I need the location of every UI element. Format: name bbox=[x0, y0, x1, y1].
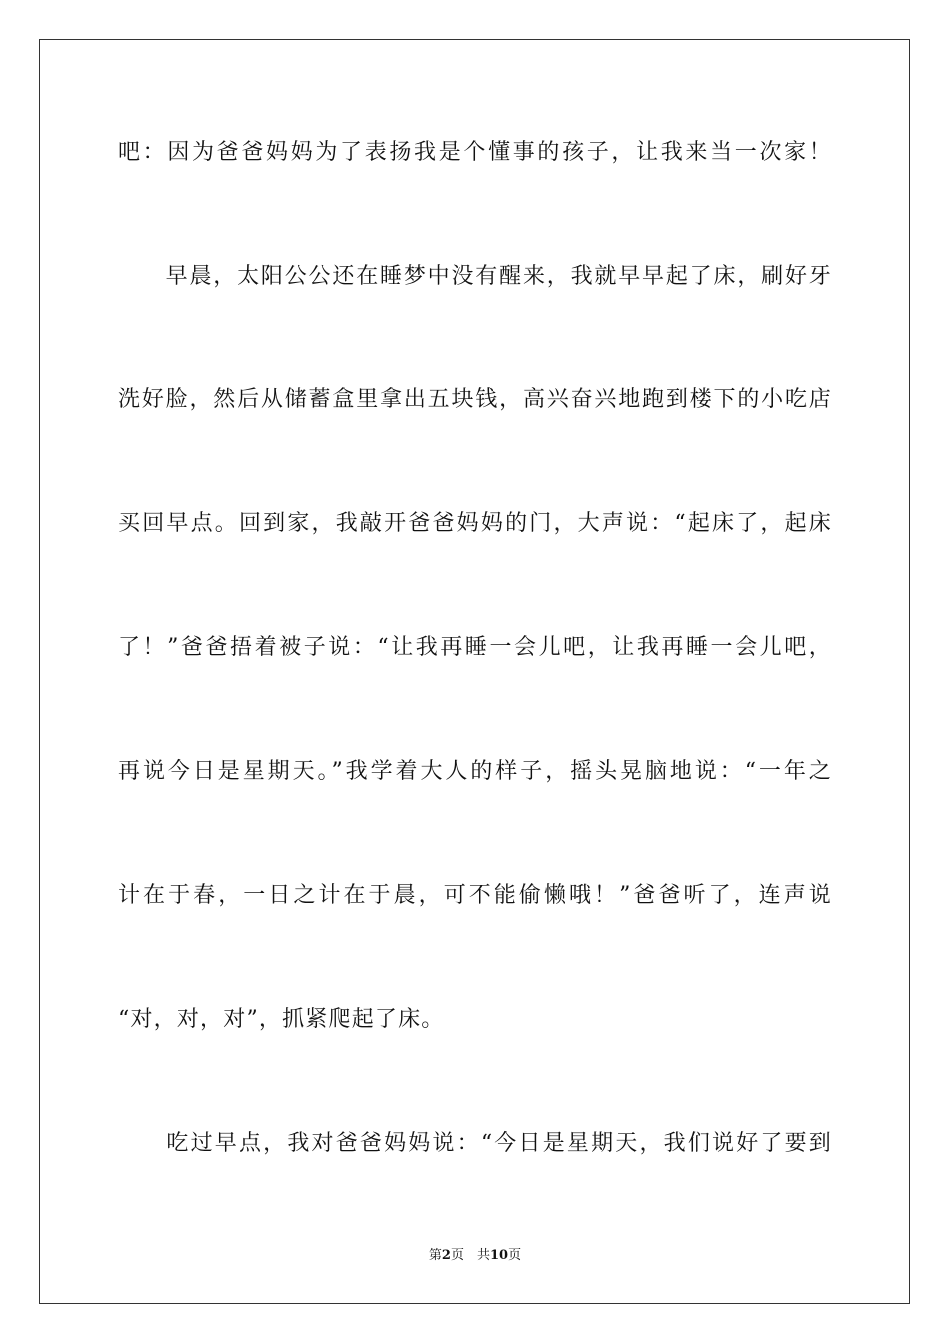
text-line-3: 洗好脸，然后从储蓄盒里拿出五块钱，高兴奋兴地跑到楼下的小吃店 bbox=[118, 387, 832, 412]
footer-page-suffix: 页 共 bbox=[450, 1248, 490, 1263]
page-footer bbox=[0, 1246, 950, 1266]
footer-page-prefix: 第 bbox=[428, 1248, 442, 1263]
text-line-2: 早晨，太阳公公还在睡梦中没有醒来，我就早早起了床，刷好牙 bbox=[118, 264, 832, 289]
text-line-4: 买回早点。回到家，我敲开爸爸妈妈的门，大声说：“起床了，起床 bbox=[118, 511, 832, 536]
text-line-5: 了！”爸爸捂着被子说：“让我再睡一会儿吧，让我再睡一会儿吧， bbox=[118, 635, 832, 660]
text-line-8: “对，对，对”，抓紧爬起了床。 bbox=[118, 1007, 445, 1032]
text-line-1: 吧：因为爸爸妈妈为了表扬我是个懂事的孩子，让我来当一次家！ bbox=[118, 140, 832, 165]
text-line-9: 吃过早点，我对爸爸妈妈说：“今日是星期天，我们说好了要到 bbox=[118, 1131, 832, 1156]
text-line-7: 计在于春，一日之计在于晨，可不能偷懒哦！”爸爸听了，连声说 bbox=[118, 883, 832, 908]
text-line-6: 再说今日是星期天。”我学着大人的样子，摇头晃脑地说：“一年之 bbox=[118, 759, 832, 784]
footer-page-number: 2 bbox=[441, 1248, 451, 1263]
footer-total-pages: 10 bbox=[489, 1248, 509, 1263]
footer-total-suffix: 页 bbox=[508, 1248, 522, 1263]
page-border bbox=[39, 39, 910, 1304]
